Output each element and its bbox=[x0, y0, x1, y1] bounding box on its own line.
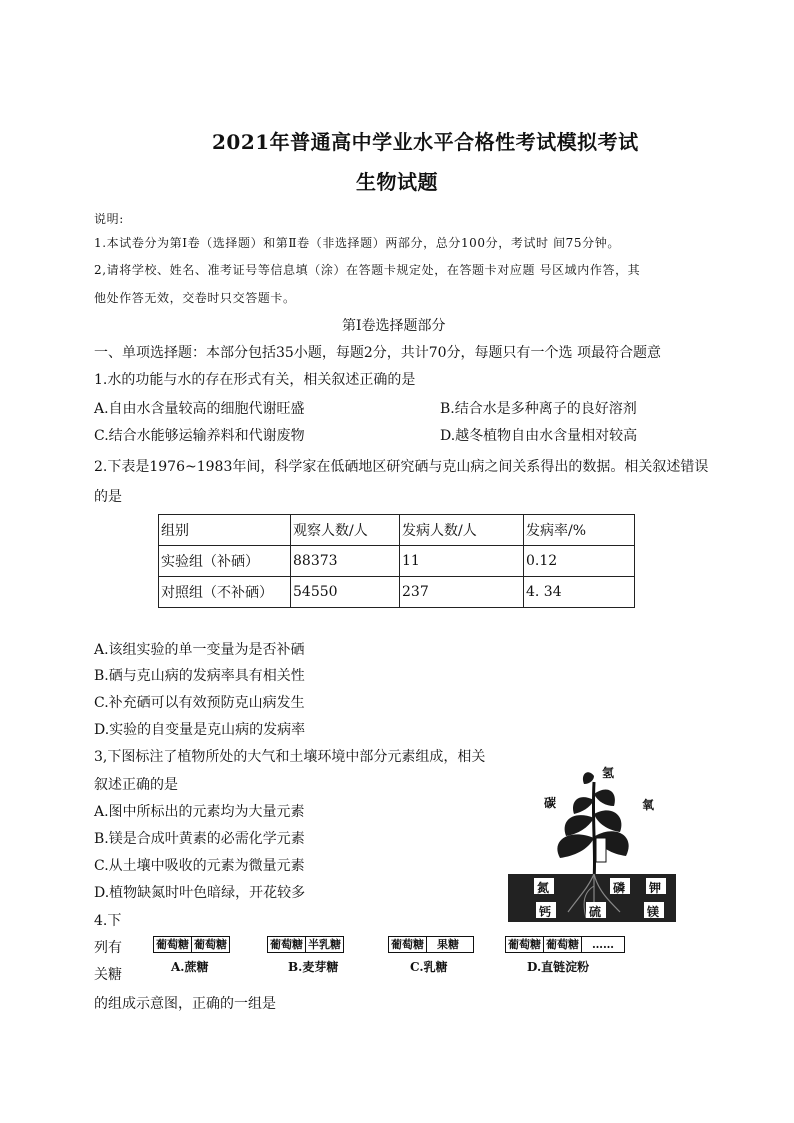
q2-option-d: D.实验的自变量是克山病的发病率 bbox=[94, 722, 306, 738]
table-cell: 54550 bbox=[291, 577, 400, 608]
element-label-magnesium: 镁 bbox=[647, 905, 660, 919]
q1-option-c: C.结合水能够运输养料和代谢废物 bbox=[94, 428, 305, 444]
plant-illustration bbox=[508, 762, 676, 922]
sugar-unit: 半乳糖 bbox=[306, 936, 344, 953]
q4-stem-line-1: 4.下 bbox=[94, 913, 122, 929]
element-label-sulfur: 硫 bbox=[589, 905, 602, 919]
instruction-line-1: 1.本试卷分为第Ⅰ卷（选择题）和第Ⅱ卷（非选择题）两部分，总分100分，考试时 间75分钟。 bbox=[94, 236, 620, 250]
sugar-unit: 葡萄糖 bbox=[192, 936, 230, 953]
q3-option-b: B.镁是合成叶黄素的必需化学元素 bbox=[94, 831, 305, 847]
q1-stem: 1.水的功能与水的存在形式有关，相关叙述正确的是 bbox=[94, 372, 416, 388]
page-subtitle: 生物试题 bbox=[356, 170, 438, 194]
table-header-cell: 组别 bbox=[159, 515, 291, 546]
q2-option-b: B.硒与克山病的发病率具有相关性 bbox=[94, 668, 305, 684]
sugar-unit: 葡萄糖 bbox=[267, 936, 306, 953]
sugar-unit: 葡萄糖 bbox=[153, 936, 192, 953]
plant-element-figure bbox=[508, 762, 676, 922]
table-header-row bbox=[159, 515, 635, 546]
q4-option-d: D.直链淀粉 bbox=[527, 960, 590, 974]
element-label-nitrogen: 氮 bbox=[537, 881, 550, 895]
table-cell: 88373 bbox=[291, 546, 400, 577]
table-row bbox=[159, 577, 635, 608]
q2-option-a: A.该组实验的单一变量为是否补硒 bbox=[94, 642, 305, 658]
sugar-diagram-c bbox=[388, 936, 474, 954]
q2-stem-line-1: 2.下表是1976~1983年间，科学家在低硒地区研究硒与克山病之间关系得出的数据。相关叙述错误 bbox=[94, 459, 709, 475]
q2-option-c: C.补充硒可以有效预防克山病发生 bbox=[94, 695, 305, 711]
q3-stem-line-1: 3,下图标注了植物所处的大气和土壤环境中部分元素组成，相关 bbox=[94, 749, 486, 765]
q2-stem-line-2: 的是 bbox=[94, 489, 122, 505]
part1-heading: 第Ⅰ卷选择题部分 bbox=[342, 318, 446, 334]
table-cell: 4. 34 bbox=[524, 577, 635, 608]
element-label-phosphorus: 磷 bbox=[613, 881, 626, 895]
q3-option-d: D.植物缺氮时叶色暗绿，开花较多 bbox=[94, 885, 306, 901]
page-title: 2021年普通高中学业水平合格性考试模拟考试 bbox=[212, 130, 639, 154]
q3-option-c: C.从土壤中吸收的元素为微量元素 bbox=[94, 858, 305, 874]
sugar-diagram-b bbox=[267, 936, 344, 954]
table-cell: 对照组（不补硒） bbox=[159, 577, 291, 608]
sugar-unit: 葡萄糖 bbox=[505, 936, 544, 953]
element-label-carbon: 碳 bbox=[544, 796, 557, 810]
q3-option-a: A.图中所标出的元素均为大量元素 bbox=[94, 804, 305, 820]
q4-stem-line-2: 列有 bbox=[94, 940, 122, 956]
sugar-unit: 果糖 bbox=[427, 936, 474, 953]
q4-option-b: B.麦芽糖 bbox=[288, 960, 339, 974]
instructions-label: 说明: bbox=[94, 212, 124, 226]
element-label-calcium: 钙 bbox=[539, 905, 552, 919]
q4-stem-line-4: 的组成示意图，正确的一组是 bbox=[94, 996, 276, 1012]
sugar-diagram-d bbox=[505, 936, 625, 954]
q1-option-d: D.越冬植物自由水含量相对较高 bbox=[440, 428, 638, 444]
instruction-line-2b: 他处作答无效，交卷时只交答题卡。 bbox=[94, 291, 296, 305]
part1-intro: 一、单项选择题：本部分包括35小题，每题2分，共计70分，每题只有一个选 项最符合题意 bbox=[94, 345, 661, 361]
table-cell: 11 bbox=[400, 546, 524, 577]
sugar-unit-ellipsis: …… bbox=[582, 936, 625, 953]
element-label-hydrogen: 氢 bbox=[602, 766, 615, 780]
q4-option-c: C.乳糖 bbox=[410, 960, 448, 974]
selenium-data-table bbox=[158, 514, 635, 608]
instruction-line-2a: 2,请将学校、姓名、准考证号等信息填（涂）在答题卡规定处，在答题卡对应题 号区域内作答，其 bbox=[94, 263, 641, 277]
table-header-cell: 观察人数/人 bbox=[291, 515, 400, 546]
table-cell: 实验组（补硒） bbox=[159, 546, 291, 577]
q4-option-a: A.蔗糖 bbox=[171, 960, 209, 974]
table-header-cell: 发病率/% bbox=[524, 515, 635, 546]
sugar-unit: 葡萄糖 bbox=[388, 936, 427, 953]
sugar-diagram-a bbox=[153, 936, 230, 954]
element-label-potassium: 钾 bbox=[649, 881, 662, 895]
q4-stem-line-3: 关糖 bbox=[94, 967, 122, 983]
q3-stem-line-2: 叙述正确的是 bbox=[94, 777, 178, 793]
element-label-oxygen: 氧 bbox=[642, 798, 655, 812]
q1-option-a: A.自由水含量较高的细胞代谢旺盛 bbox=[94, 401, 305, 417]
table-cell: 0.12 bbox=[524, 546, 635, 577]
sugar-unit: 葡萄糖 bbox=[544, 936, 582, 953]
table-cell: 237 bbox=[400, 577, 524, 608]
table-row bbox=[159, 546, 635, 577]
table-header-cell: 发病人数/人 bbox=[400, 515, 524, 546]
q1-option-b: B.结合水是多种离子的良好溶剂 bbox=[440, 401, 637, 417]
